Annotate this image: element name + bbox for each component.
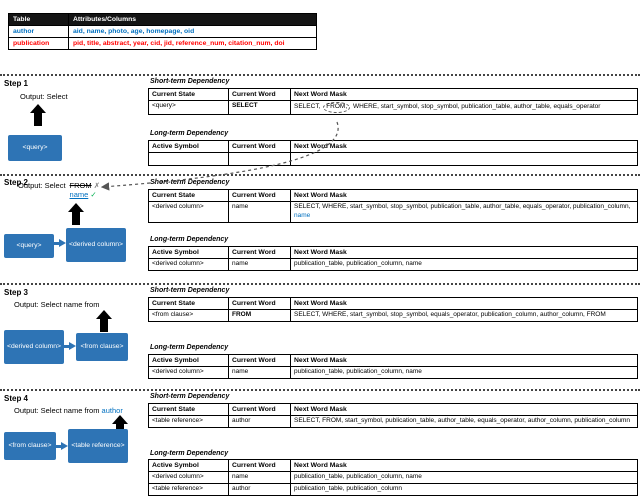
col-active-symbol: Active Symbol xyxy=(149,460,229,472)
step4-long-term-title: Long-term Dependency xyxy=(150,450,229,457)
step1-short-term-title: Short-term Dependency xyxy=(150,78,230,85)
step2-lt-word: name xyxy=(229,259,291,271)
step1-long-term-title: Long-term Dependency xyxy=(150,130,229,137)
step1-short-term-table xyxy=(148,88,638,115)
col-next-word-mask: Next Word Mask xyxy=(291,355,638,367)
step2-node-derived-column: <derived column> xyxy=(66,228,126,262)
step3-current-word: FROM xyxy=(229,310,291,322)
separator-1 xyxy=(0,74,640,76)
col-current-word: Current Word xyxy=(229,141,291,153)
step2-next-word-mask: SELECT, WHERE, start_symbol, stop_symbol, publication_table, author_table, equals_operator, publication_column, name xyxy=(291,202,638,223)
col-next-word-mask: Next Word Mask xyxy=(291,89,638,101)
step4-lt-word-1: name xyxy=(229,472,291,484)
step4-active-symbol-1: <derived column> xyxy=(149,472,229,484)
col-current-word: Current Word xyxy=(229,404,291,416)
col-current-state: Current State xyxy=(149,190,229,202)
separator-2 xyxy=(0,174,640,176)
check-icon: ✓ xyxy=(90,190,97,199)
mask-highlight-name: name xyxy=(294,211,311,219)
step4-active-symbol-2: <table reference> xyxy=(149,483,229,495)
step3-lt-row xyxy=(149,367,638,379)
step3-up-arrow-icon xyxy=(96,310,112,332)
step3-lt-mask: publication_table, publication_column, name xyxy=(291,367,638,379)
rejected-word: FROM ✗ xyxy=(69,181,101,190)
step3-short-term-title: Short-term Dependency xyxy=(150,287,230,294)
step3-node-from-clause: <from clause> xyxy=(76,333,128,361)
col-current-word: Current Word xyxy=(229,190,291,202)
step3-next-word-mask: SELECT, WHERE, start_symbol, stop_symbol, equals_operator, publication_column, author_column, FROM xyxy=(291,310,638,322)
step2-lt-row xyxy=(149,259,638,271)
step3-st-row xyxy=(149,310,638,322)
col-active-symbol: Active Symbol xyxy=(149,355,229,367)
step4-st-row xyxy=(149,416,638,428)
step4-long-term-table xyxy=(148,459,638,496)
col-next-word-mask: Next Word Mask xyxy=(291,460,638,472)
step1-current-word: SELECT xyxy=(229,101,291,115)
col-current-word: Current Word xyxy=(229,355,291,367)
step4-next-word-mask: SELECT, FROM, start_symbol, publication_table, author_table, equals_operator, author_column, publication_column xyxy=(291,416,638,428)
step4-lt-mask-1: publication_table, publication_column, name xyxy=(291,472,638,484)
step4-node-arrow-icon xyxy=(56,442,68,450)
output-highlight-author: author xyxy=(101,406,123,415)
step4-lt-row-2 xyxy=(149,483,638,495)
col-current-word: Current Word xyxy=(229,460,291,472)
step2-node-arrow-icon xyxy=(54,239,66,247)
col-next-word-mask: Next Word Mask xyxy=(291,141,638,153)
step4-output: Output: Select name from author xyxy=(14,406,123,415)
step3-long-term-title: Long-term Dependency xyxy=(150,344,229,351)
step1-long-term-table xyxy=(148,140,638,166)
schema-header-row xyxy=(9,14,317,26)
step2-long-term-table xyxy=(148,246,638,271)
col-current-state: Current State xyxy=(149,298,229,310)
step4-short-term-title: Short-term Dependency xyxy=(150,393,230,400)
step4-lt-mask-2: publication_table, publication_column xyxy=(291,483,638,495)
step2-st-row xyxy=(149,202,638,223)
col-active-symbol: Active Symbol xyxy=(149,247,229,259)
schema-publication-columns: pid, title, abstract, year, cid, jid, reference_num, citation_num, doi xyxy=(69,38,317,50)
step1-st-row xyxy=(149,101,638,115)
step3-output: Output: Select name from xyxy=(14,300,100,309)
step3-active-symbol: <derived column> xyxy=(149,367,229,379)
circled-from-token: FROM, xyxy=(323,102,350,113)
step2-node-query: <query> xyxy=(4,234,54,258)
schema-table xyxy=(8,13,317,50)
schema-row-author xyxy=(9,26,317,38)
col-current-state: Current State xyxy=(149,89,229,101)
step3-lt-word: name xyxy=(229,367,291,379)
step2-active-symbol: <derived column> xyxy=(149,259,229,271)
step1-current-state: <query> xyxy=(149,101,229,115)
step3-long-term-table xyxy=(148,354,638,379)
step4-short-term-table xyxy=(148,403,638,428)
col-next-word-mask: Next Word Mask xyxy=(291,190,638,202)
separator-4 xyxy=(0,389,640,391)
step4-lt-word-2: author xyxy=(229,483,291,495)
col-current-state: Current State xyxy=(149,404,229,416)
step2-up-arrow-icon xyxy=(68,203,84,225)
step2-candidates xyxy=(70,181,100,199)
step4-current-word: author xyxy=(229,416,291,428)
schema-author-columns: aid, name, photo, age, homepage, oid xyxy=(69,26,317,38)
col-active-symbol: Active Symbol xyxy=(149,141,229,153)
separator-3 xyxy=(0,283,640,285)
step1-next-word-mask: SELECT, FROM, WHERE, start_symbol, stop_symbol, publication_table, author_table, equals_operator xyxy=(291,101,638,115)
schema-publication-name: publication xyxy=(9,38,69,50)
schema-author-name: author xyxy=(9,26,69,38)
step4-lt-row-1 xyxy=(149,472,638,484)
cross-icon: ✗ xyxy=(93,181,101,190)
col-next-word-mask: Next Word Mask xyxy=(291,247,638,259)
col-next-word-mask: Next Word Mask xyxy=(291,404,638,416)
step4-node-from-clause: <from clause> xyxy=(4,432,56,460)
step3-node-derived-column: <derived column> xyxy=(4,330,64,364)
step2-short-term-table xyxy=(148,189,638,223)
step1-up-arrow-icon xyxy=(30,104,46,126)
step1-node-query: <query> xyxy=(8,135,62,161)
step3-label: Step 3 xyxy=(4,288,29,297)
step3-short-term-table xyxy=(148,297,638,322)
step2-short-term-title: Short-term Dependency xyxy=(150,179,230,186)
step3-current-state: <from clause> xyxy=(149,310,229,322)
step2-long-term-title: Long-term Dependency xyxy=(150,236,229,243)
step2-output: Output: Select FROM ✗ name ✓ xyxy=(18,181,101,199)
step2-current-state: <derived column> xyxy=(149,202,229,223)
step1-output: Output: Select xyxy=(20,92,68,101)
step2-current-word: name xyxy=(229,202,291,223)
col-current-word: Current Word xyxy=(229,247,291,259)
schema-row-publication xyxy=(9,38,317,50)
schema-col-table: Table xyxy=(9,14,69,26)
step2-lt-mask: publication_table, publication_column, name xyxy=(291,259,638,271)
step2-label: Step 2 xyxy=(4,178,29,187)
step4-label: Step 4 xyxy=(4,394,29,403)
col-next-word-mask: Next Word Mask xyxy=(291,298,638,310)
step1-lt-empty-row xyxy=(149,153,638,166)
step4-current-state: <table reference> xyxy=(149,416,229,428)
col-current-word: Current Word xyxy=(229,89,291,101)
schema-col-attributes: Attributes/Columns xyxy=(69,14,317,26)
step4-node-table-reference: <table reference> xyxy=(68,429,128,463)
col-current-word: Current Word xyxy=(229,298,291,310)
step3-node-arrow-icon xyxy=(64,342,76,350)
accepted-word: name ✓ xyxy=(69,190,97,199)
step1-label: Step 1 xyxy=(4,79,29,88)
